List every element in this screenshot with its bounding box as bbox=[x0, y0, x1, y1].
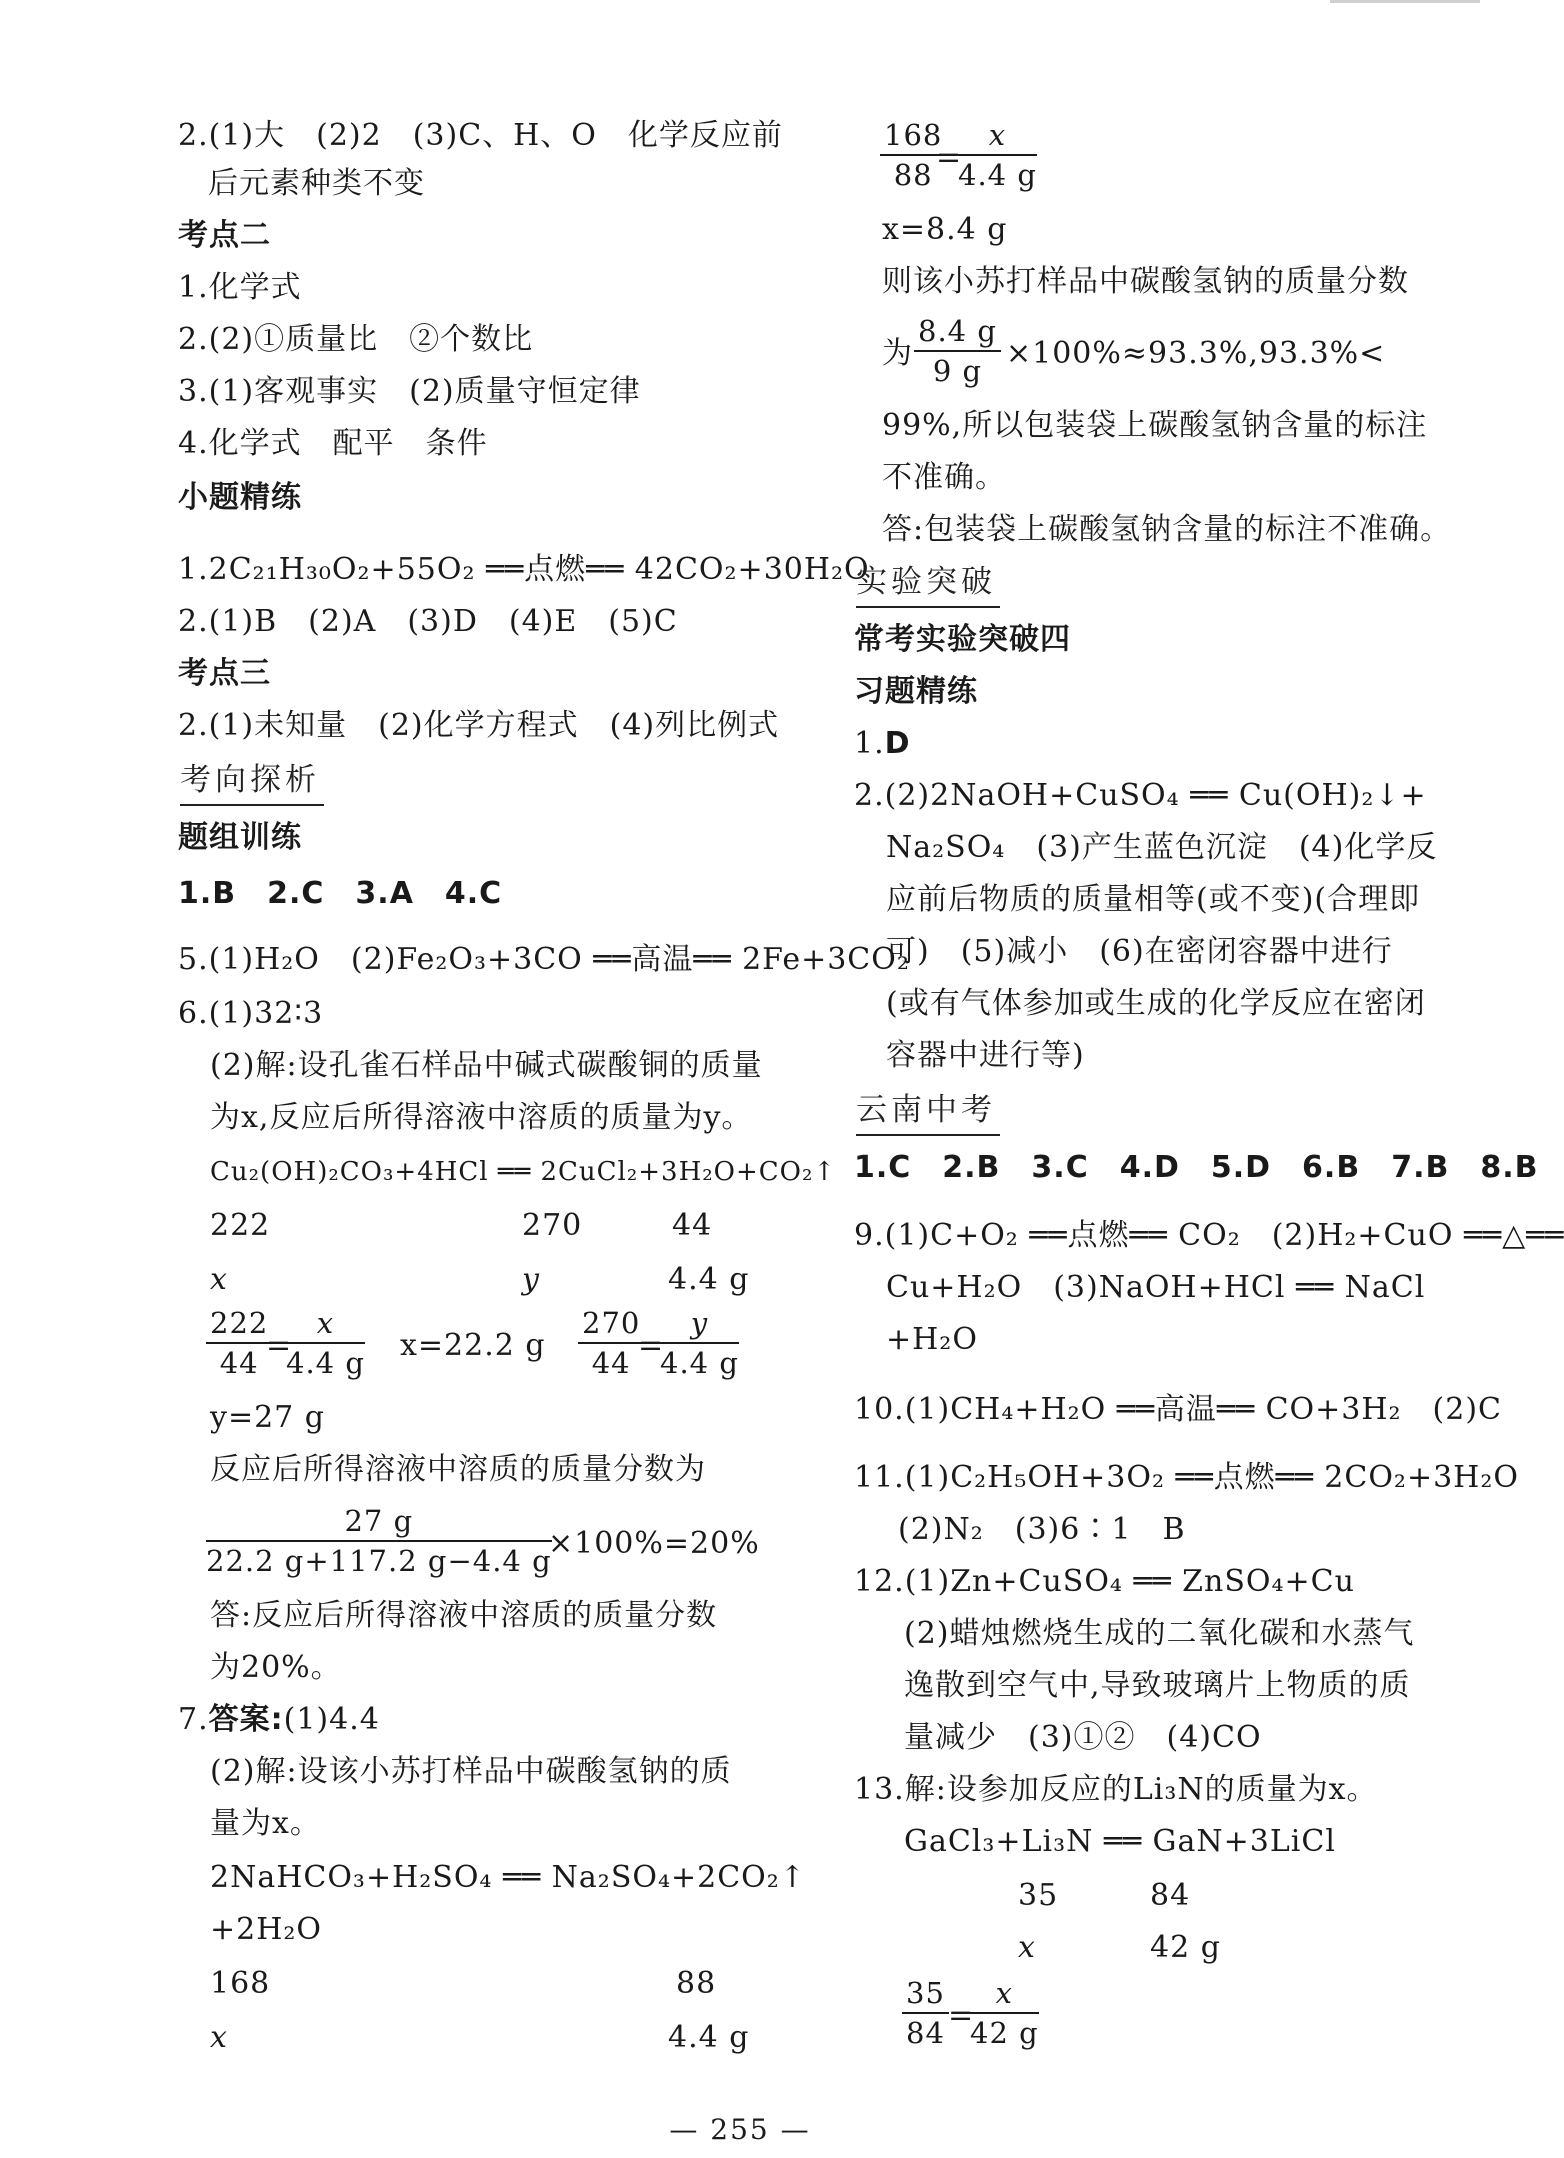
page-number: — 255 — bbox=[669, 2113, 811, 2146]
section-shiyan-tupo: 实验突破 bbox=[856, 564, 996, 600]
answer-line: 4.化学式 配平 条件 bbox=[178, 426, 488, 461]
answer-line: (2)解:设该小苏打样品中碳酸氢钠的质 bbox=[210, 1754, 732, 1789]
numerator: 27 g bbox=[206, 1502, 552, 1542]
numerator: 8.4 g bbox=[914, 312, 1001, 352]
equals-sign: = bbox=[266, 1328, 293, 1363]
section-yunnan-zhongkao: 云南中考 bbox=[856, 1092, 996, 1128]
answer-line: 容器中进行等) bbox=[886, 1038, 1085, 1073]
equation-line: Cu₂(OH)₂CO₃+4HCl ══ 2CuCl₂+3H₂O+CO₂↑ bbox=[210, 1157, 837, 1187]
answer-value: (1)4.4 bbox=[283, 1702, 380, 1737]
fraction bbox=[914, 312, 1001, 390]
equation-line: 5.(1)H₂O (2)Fe₂O₃+3CO ══高温══ 2Fe+3CO₂ bbox=[178, 942, 910, 977]
answer-line bbox=[178, 1700, 380, 1740]
equals-sign: = bbox=[936, 140, 963, 175]
mass-value: 42 g bbox=[1150, 1930, 1221, 1965]
denominator: 9 g bbox=[932, 354, 983, 388]
molar-mass: 35 bbox=[1018, 1878, 1059, 1913]
answer-line: 99%,所以包装袋上碳酸氢钠含量的标注 bbox=[882, 408, 1428, 443]
mass-value: 4.4 g bbox=[668, 2020, 750, 2055]
answer-line bbox=[854, 724, 911, 764]
numerator: y bbox=[660, 1304, 739, 1344]
heading-xiti-jinglian: 习题精练 bbox=[854, 674, 978, 709]
equation-line: 2.(2)2NaOH+CuSO₄ ══ Cu(OH)₂↓+ bbox=[854, 778, 1427, 813]
heading-xiaoti-jinglian: 小题精练 bbox=[178, 480, 302, 515]
equation-line: +H₂O bbox=[886, 1322, 978, 1357]
fraction bbox=[958, 116, 1037, 194]
answer-line: 为 bbox=[882, 336, 913, 371]
answer-line: 1.化学式 bbox=[178, 270, 302, 305]
answer-line: ×100%≈93.3%,93.3%< bbox=[1006, 336, 1386, 371]
numerator: x bbox=[958, 116, 1037, 156]
fraction bbox=[902, 1974, 949, 2052]
answer-line: 应前后物质的质量相等(或不变)(合理即 bbox=[886, 882, 1421, 917]
denominator: 88 bbox=[893, 158, 933, 192]
fraction bbox=[286, 1304, 365, 1382]
answer-label: 答案: bbox=[208, 1702, 284, 1737]
answer-line: 可) (5)减小 (6)在密闭容器中进行 bbox=[886, 934, 1393, 969]
fraction bbox=[206, 1304, 272, 1382]
heading-kaodian-3: 考点三 bbox=[178, 656, 271, 691]
numerator: 168 bbox=[880, 116, 946, 156]
equation-line: 12.(1)Zn+CuSO₄ ══ ZnSO₄+Cu bbox=[854, 1564, 1355, 1599]
answer-line: 逸散到空气中,导致玻璃片上物质的质 bbox=[904, 1668, 1411, 1703]
unknown-var: x bbox=[210, 2020, 228, 2055]
unknown-var: x bbox=[1018, 1930, 1036, 1965]
answer-line: 不准确。 bbox=[882, 460, 1006, 495]
result-line: x=22.2 g bbox=[400, 1328, 546, 1363]
answer-line: 后元素种类不变 bbox=[208, 166, 425, 201]
heading-kaodian-2: 考点二 bbox=[178, 218, 271, 253]
equation-line: GaCl₃+Li₃N ══ GaN+3LiCl bbox=[904, 1824, 1336, 1859]
numerator: x bbox=[970, 1974, 1039, 2014]
answer-line: 量为x。 bbox=[210, 1806, 321, 1841]
equation-line: 10.(1)CH₄+H₂O ══高温══ CO+3H₂ (2)C bbox=[854, 1392, 1502, 1427]
result-line: y=27 g bbox=[210, 1400, 325, 1435]
equals-sign: = bbox=[638, 1328, 665, 1363]
answer-line: 6.(1)32∶3 bbox=[178, 996, 324, 1031]
denominator: 4.4 g bbox=[660, 1346, 739, 1380]
molar-mass: 168 bbox=[210, 1966, 271, 2001]
unknown-var: x bbox=[210, 1262, 228, 1297]
molar-mass: 84 bbox=[1150, 1878, 1191, 1913]
answer-line: 2.(1)B (2)A (3)D (4)E (5)C bbox=[178, 604, 678, 639]
answer-line: 答:反应后所得溶液中溶质的质量分数 bbox=[210, 1598, 718, 1633]
heading-changkao: 常考实验突破四 bbox=[854, 622, 1071, 657]
molar-mass: 88 bbox=[676, 1966, 717, 2001]
answer-line: 反应后所得溶液中溶质的质量分数为 bbox=[210, 1452, 706, 1487]
answer-line: 量减少 (3)①② (4)CO bbox=[904, 1720, 1262, 1755]
numerator: 222 bbox=[206, 1304, 272, 1344]
answer-line: (2)解:设孔雀石样品中碱式碳酸铜的质量 bbox=[210, 1048, 763, 1083]
equation-line: Cu+H₂O (3)NaOH+HCl ══ NaCl bbox=[886, 1270, 1426, 1305]
answer-line: 3.(1)客观事实 (2)质量守恒定律 bbox=[178, 374, 641, 409]
equation-line: 1.2C₂₁H₃₀O₂+55O₂ ══点燃══ 42CO₂+30H₂O bbox=[178, 552, 870, 587]
answer-line: 13.解:设参加反应的Li₃N的质量为x。 bbox=[854, 1772, 1378, 1807]
item-number: 1. bbox=[854, 726, 885, 761]
answer-line: 为20%。 bbox=[210, 1650, 342, 1685]
result-line: x=8.4 g bbox=[882, 212, 1008, 247]
result-line: ×100%=20% bbox=[548, 1526, 760, 1561]
answer-line: 1.B 2.C 3.A 4.C bbox=[178, 876, 503, 911]
answer-line: (2)N₂ (3)6∶1 B bbox=[898, 1512, 1186, 1547]
equation-line: 2NaHCO₃+H₂SO₄ ══ Na₂SO₄+2CO₂↑ bbox=[210, 1860, 806, 1895]
numerator: 270 bbox=[578, 1304, 644, 1344]
answer-line: 2.(1)大 (2)2 (3)C、H、O 化学反应前 bbox=[178, 118, 783, 153]
denominator: 4.4 g bbox=[286, 1346, 365, 1380]
answer-line: 1.C 2.B 3.C 4.D 5.D 6.B 7.B 8.B bbox=[854, 1150, 1539, 1185]
answer-line: 为x,反应后所得溶液中溶质的质量为y。 bbox=[210, 1100, 753, 1135]
answer-value: D bbox=[884, 726, 911, 761]
denominator: 44 bbox=[591, 1346, 631, 1380]
numerator: 35 bbox=[902, 1974, 949, 2014]
equation-line: 11.(1)C₂H₅OH+3O₂ ══点燃══ 2CO₂+3H₂O bbox=[854, 1460, 1519, 1495]
answer-line: 2.(2)①质量比 ②个数比 bbox=[178, 322, 534, 357]
answer-line: (2)蜡烛燃烧生成的二氧化碳和水蒸气 bbox=[904, 1616, 1415, 1651]
molar-mass: 44 bbox=[672, 1208, 713, 1243]
equation-line: 9.(1)C+O₂ ══点燃══ CO₂ (2)H₂+CuO ══△══ bbox=[854, 1218, 1564, 1253]
section-kaoxiang-tanxi: 考向探析 bbox=[180, 762, 320, 798]
fraction bbox=[970, 1974, 1039, 2052]
molar-mass: 270 bbox=[522, 1208, 583, 1243]
answer-line: 2.(1)未知量 (2)化学方程式 (4)列比例式 bbox=[178, 708, 780, 743]
unknown-var: y bbox=[522, 1262, 540, 1297]
denominator: 44 bbox=[219, 1346, 259, 1380]
top-edge-line bbox=[1330, 0, 1480, 3]
denominator: 42 g bbox=[970, 2016, 1039, 2050]
answer-line: Na₂SO₄ (3)产生蓝色沉淀 (4)化学反 bbox=[886, 830, 1438, 865]
equals-sign: = bbox=[948, 1998, 975, 2033]
fraction bbox=[206, 1502, 552, 1580]
fraction bbox=[660, 1304, 739, 1382]
molar-mass: 222 bbox=[210, 1208, 271, 1243]
answer-line: 则该小苏打样品中碳酸氢钠的质量分数 bbox=[882, 264, 1409, 299]
mass-value: 4.4 g bbox=[668, 1262, 750, 1297]
numerator: x bbox=[286, 1304, 365, 1344]
answer-line: 答:包装袋上碳酸氢钠含量的标注不准确。 bbox=[882, 512, 1452, 547]
fraction bbox=[578, 1304, 644, 1382]
denominator: 22.2 g+117.2 g−4.4 g bbox=[206, 1544, 552, 1578]
denominator: 84 bbox=[906, 2016, 945, 2050]
item-number: 7. bbox=[178, 1702, 209, 1737]
answer-line: (或有气体参加或生成的化学反应在密闭 bbox=[886, 986, 1426, 1021]
denominator: 4.4 g bbox=[958, 158, 1037, 192]
heading-tizu-xunlian: 题组训练 bbox=[178, 820, 302, 855]
equation-line: +2H₂O bbox=[210, 1912, 323, 1947]
